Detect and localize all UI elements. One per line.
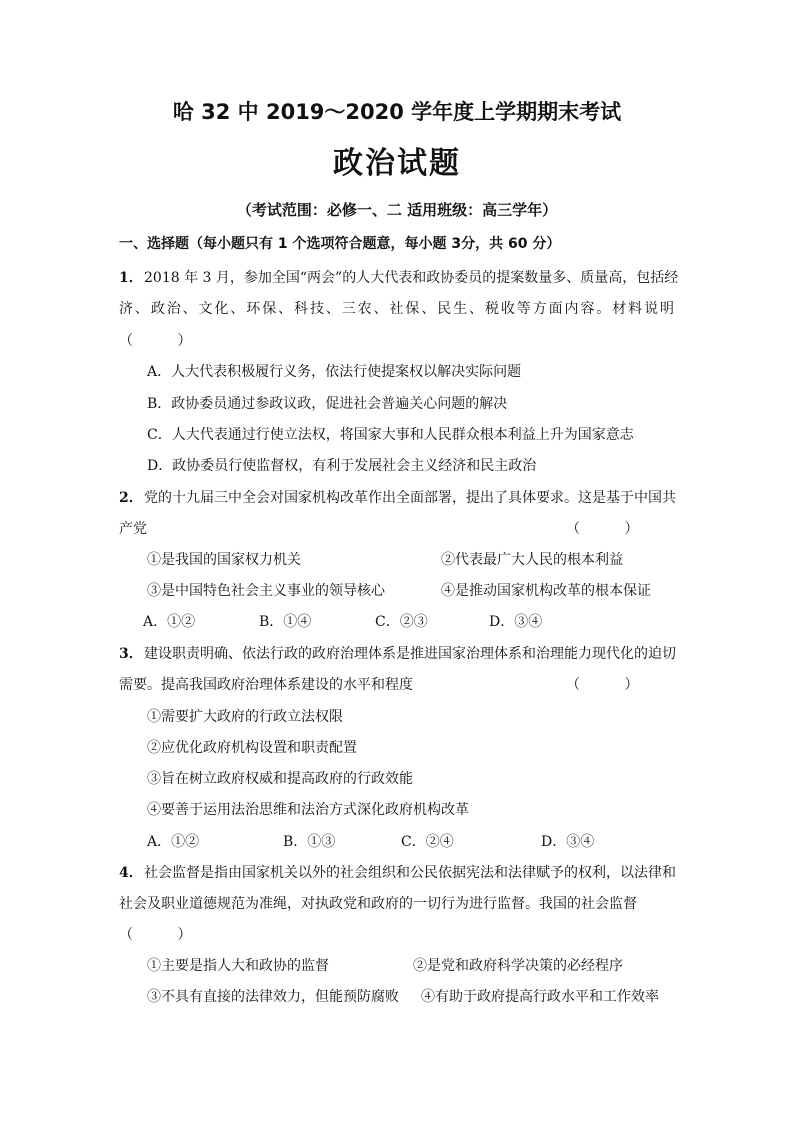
answer-bracket: （ ） [566, 521, 639, 537]
question-text-line: 社会及职业道德规范为准绳，对执政党和政府的一切行为进行监督。我国的社会监督 [119, 896, 637, 912]
statement-item: ②是党和政府科学决策的必经程序 [413, 958, 623, 974]
question-text-line: 建设职责明确、依法行政的政府治理体系是推进国家治理体系和治理能力现代化的迫切 [144, 646, 676, 662]
statement-item: ③不具有直接的法律效力，但能预防腐败 [147, 989, 399, 1005]
choice-a: A．①② [143, 614, 196, 630]
statement-item: ②应优化政府机构设置和职责配置 [147, 740, 357, 756]
question-number: 1． [119, 270, 143, 286]
question-text-line: 产党 [119, 521, 147, 537]
statement-item: ①是我国的国家权力机关 [147, 552, 301, 568]
statement-item: ④有助于政府提高行政水平和工作效率 [421, 989, 659, 1005]
choice-b: B．①④ [259, 614, 312, 630]
question-text-line: 济、政治、文化、环保、科技、三农、社保、民生、税收等方面内容。材料说明 [119, 301, 674, 317]
statement-item: ①主要是指人大和政协的监督 [147, 958, 329, 974]
question-text-line: 2018 年 3 月，参加全国“两会”的人大代表和政协委员的提案数量多、质量高，包括经 [144, 270, 679, 286]
exam-scope: （考试范围：必修一、二 适用班级：高三学年） [236, 201, 558, 219]
answer-bracket: （ ） [119, 333, 192, 349]
question-number: 2． [119, 490, 143, 506]
section-heading: 一、选择题（每小题只有 1 个选项符合题意，每小题 3分，共 60 分） [119, 236, 561, 252]
question-number: 4． [119, 865, 143, 881]
statement-item: ②代表最广大人民的根本利益 [441, 552, 623, 568]
statement-item: ④是推动国家机构改革的根本保证 [441, 583, 651, 599]
question-number: 3． [119, 646, 143, 662]
question-text-line: 需要。提高我国政府治理体系建设的水平和程度 [119, 677, 413, 693]
choice-b: B．①③ [283, 834, 336, 850]
statement-item: ③是中国特色社会主义事业的领导核心 [147, 583, 385, 599]
statement-item: ③旨在树立政府权威和提高政府的行政效能 [147, 771, 413, 787]
choice-c: C．②③ [375, 614, 428, 630]
statement-item: ①需要扩大政府的行政立法权限 [147, 709, 343, 725]
statement-item: ④要善于运用法治思维和法治方式深化政府机构改革 [147, 802, 469, 818]
answer-bracket: （ ） [119, 927, 192, 943]
option-c: C．人大代表通过行使立法权，将国家大事和人民群众根本利益上升为国家意志 [147, 427, 634, 443]
exam-title: 哈 32 中 2019～2020 学年度上学期期末考试 [172, 100, 622, 124]
option-b: B．政协委员通过参政议政，促进社会普遍关心问题的解决 [147, 396, 508, 412]
answer-bracket: （ ） [566, 677, 639, 693]
question-text-line: 社会监督是指由国家机关以外的社会组织和公民依据宪法和法律赋予的权利，以法律和 [144, 865, 676, 881]
choice-d: D．③④ [541, 834, 595, 850]
option-d: D．政协委员行使监督权，有利于发展社会主义经济和民主政治 [147, 458, 537, 474]
choice-a: A．①② [147, 834, 200, 850]
choice-c: C．②④ [401, 834, 454, 850]
choice-d: D．③④ [489, 614, 543, 630]
question-text-line: 党的十九届三中全会对国家机构改革作出全面部署，提出了具体要求。这是基于中国共 [144, 490, 676, 506]
option-a: A．人大代表积极履行义务，依法行使提案权以解决实际问题 [147, 364, 522, 380]
subject-title: 政治试题 [333, 146, 461, 181]
